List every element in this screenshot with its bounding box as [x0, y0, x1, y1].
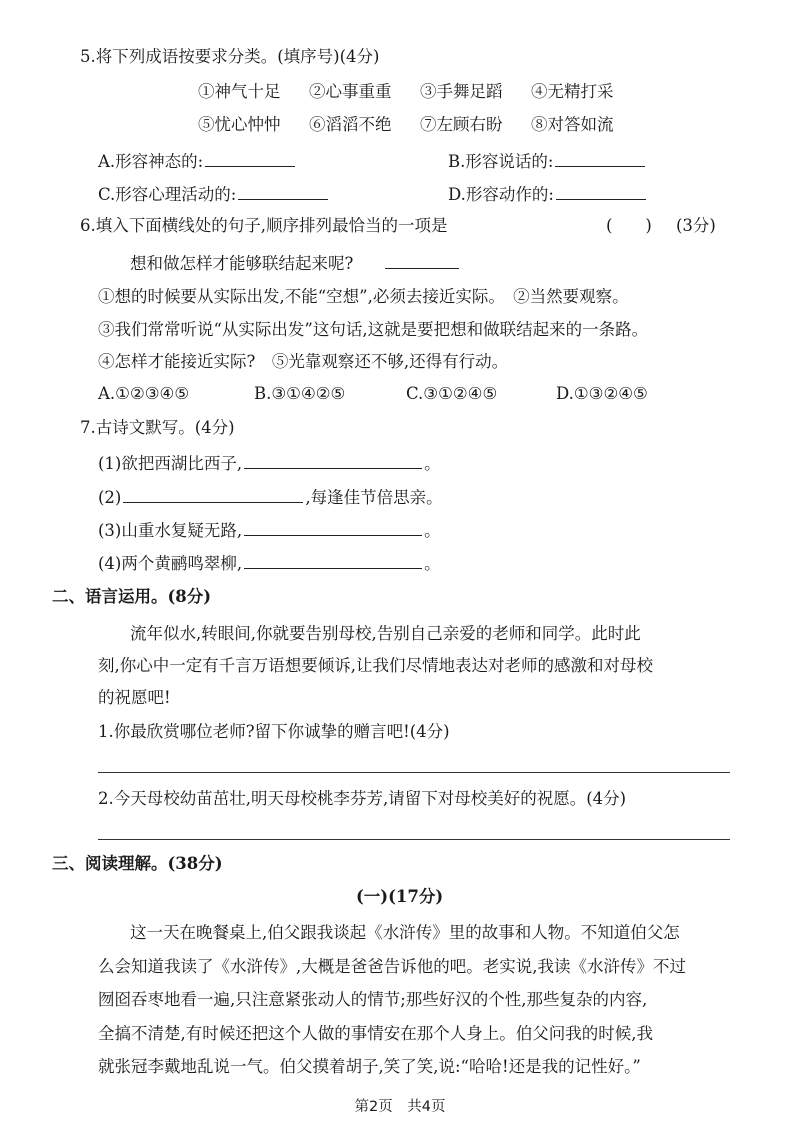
poem-blank[interactable] — [244, 517, 422, 536]
q6-score: (3分) — [676, 216, 716, 235]
q6-sentence-3: ③我们常常听说“从实际出发”这句话,这就是要把想和做联结起来的一条路。 — [98, 320, 649, 339]
passage-line-1: 这一天在晚餐桌上,伯父跟我谈起《水浒传》里的故事和人物。不知道伯父怎 — [130, 923, 680, 942]
passage-line-5: 就张冠李戴地乱说一气。伯父摸着胡子,笑了笑,说:“哈哈!还是我的记性好。” — [98, 1057, 641, 1076]
poem-blank[interactable] — [123, 484, 303, 503]
part3-subsection: (一)(17分) — [356, 887, 444, 906]
idiom-5: ⑤忧心忡忡 — [198, 115, 281, 134]
q7-line-2-text: ,每逢佳节倍思亲。 — [305, 488, 443, 507]
page-number: 第2页 共4页 — [354, 1099, 446, 1115]
q6-option-a[interactable]: A.①②③④⑤ — [98, 384, 190, 403]
q7-line-3 — [98, 517, 441, 543]
q5-idiom-row-2 — [198, 113, 614, 137]
q6-option-c[interactable]: C.③①②④⑤ — [406, 384, 498, 403]
q6-sentence-4-5: ④怎样才能接近实际? ⑤光靠观察还不够,还得有行动。 — [98, 352, 509, 371]
idiom-2: ②心事重重 — [309, 82, 392, 101]
q6-lead-text: 想和做怎样才能够联结起来呢? — [130, 254, 354, 273]
q5-option-b — [448, 148, 647, 174]
period: 。 — [424, 521, 441, 540]
answer-blank[interactable] — [555, 148, 645, 167]
q5-option-c-label: C.形容心理活动的: — [98, 185, 237, 204]
q6-option-b[interactable]: B.③①④②⑤ — [254, 384, 346, 403]
q7-line-1 — [98, 450, 441, 476]
answer-blank[interactable] — [205, 148, 295, 167]
q5-option-d — [448, 181, 648, 207]
q5-option-b-label: B.形容说话的: — [448, 152, 554, 171]
q6-title: 6.填入下面横线处的句子,顺序排列最恰当的一项是 — [80, 216, 448, 235]
q5-option-c — [98, 181, 330, 207]
answer-line[interactable] — [98, 839, 730, 840]
answer-blank[interactable] — [238, 181, 328, 200]
q7-line-1-text: (1)欲把西湖比西子, — [98, 454, 243, 473]
poem-blank[interactable] — [244, 450, 422, 469]
q6-sentence-1-2: ①想的时候要从实际出发,不能“空想”,必须去接近实际。 ②当然要观察。 — [98, 287, 629, 306]
part2-intro-line-2: 刻,你心中一定有千言万语想要倾诉,让我们尽情地表达对老师的感激和对母校 — [98, 656, 653, 675]
q5-title: 5.将下列成语按要求分类。(填序号)(4分) — [80, 47, 380, 66]
idiom-1: ①神气十足 — [198, 82, 281, 101]
q6-sentence-blank[interactable] — [385, 250, 459, 269]
idiom-6: ⑥滔滔不绝 — [309, 115, 392, 134]
part2-heading: 二、语言运用。(8分) — [52, 587, 212, 606]
part2-q1: 1.你最欣赏哪位老师?留下你诚挚的赠言吧!(4分) — [98, 722, 450, 741]
part2-q2: 2.今天母校幼苗茁壮,明天母校桃李芬芳,请留下对母校美好的祝愿。(4分) — [98, 789, 627, 808]
idiom-4: ④无精打采 — [531, 82, 614, 101]
q7-line-4 — [98, 550, 441, 576]
q5-option-a — [98, 148, 297, 174]
answer-blank[interactable] — [556, 181, 646, 200]
q5-option-d-label: D.形容动作的: — [448, 185, 554, 204]
q7-line-4-text: (4)两个黄鹂鸣翠柳, — [98, 554, 243, 573]
q5-idiom-row-1 — [198, 80, 614, 104]
passage-line-2: 么会知道我读了《水浒传》,大概是爸爸告诉他的吧。老实说,我读《水浒传》不过 — [98, 957, 686, 976]
q5-option-a-label: A.形容神态的: — [98, 152, 204, 171]
period: 。 — [424, 454, 441, 473]
part2-intro-line-1: 流年似水,转眼间,你就要告别母校,告别自己亲爱的老师和同学。此时此 — [130, 624, 641, 643]
q6-answer-paren[interactable]: ( ) — [606, 216, 652, 235]
part3-heading: 三、阅读理解。(38分) — [52, 854, 223, 873]
q6-option-d[interactable]: D.①③②④⑤ — [556, 384, 648, 403]
q6-lead-sentence — [130, 250, 461, 276]
idiom-3: ③手舞足蹈 — [420, 82, 503, 101]
q7-line-2 — [98, 484, 443, 510]
q7-title: 7.古诗文默写。(4分) — [80, 418, 235, 437]
q7-line-3-text: (3)山重水复疑无路, — [98, 521, 243, 540]
part2-intro-line-3: 的祝愿吧! — [98, 688, 171, 707]
answer-line[interactable] — [98, 772, 730, 773]
poem-blank[interactable] — [244, 550, 422, 569]
period: 。 — [424, 554, 441, 573]
idiom-7: ⑦左顾右盼 — [420, 115, 503, 134]
idiom-8: ⑧对答如流 — [531, 115, 614, 134]
q7-line-2-label: (2) — [98, 488, 122, 507]
passage-line-4: 全搞不清楚,有时候还把这个人做的事情安在那个人身上。伯父问我的时候,我 — [98, 1024, 653, 1043]
passage-line-3: 囫囵吞枣地看一遍,只注意紧张动人的情节;那些好汉的个性,那些复杂的内容, — [98, 990, 648, 1009]
